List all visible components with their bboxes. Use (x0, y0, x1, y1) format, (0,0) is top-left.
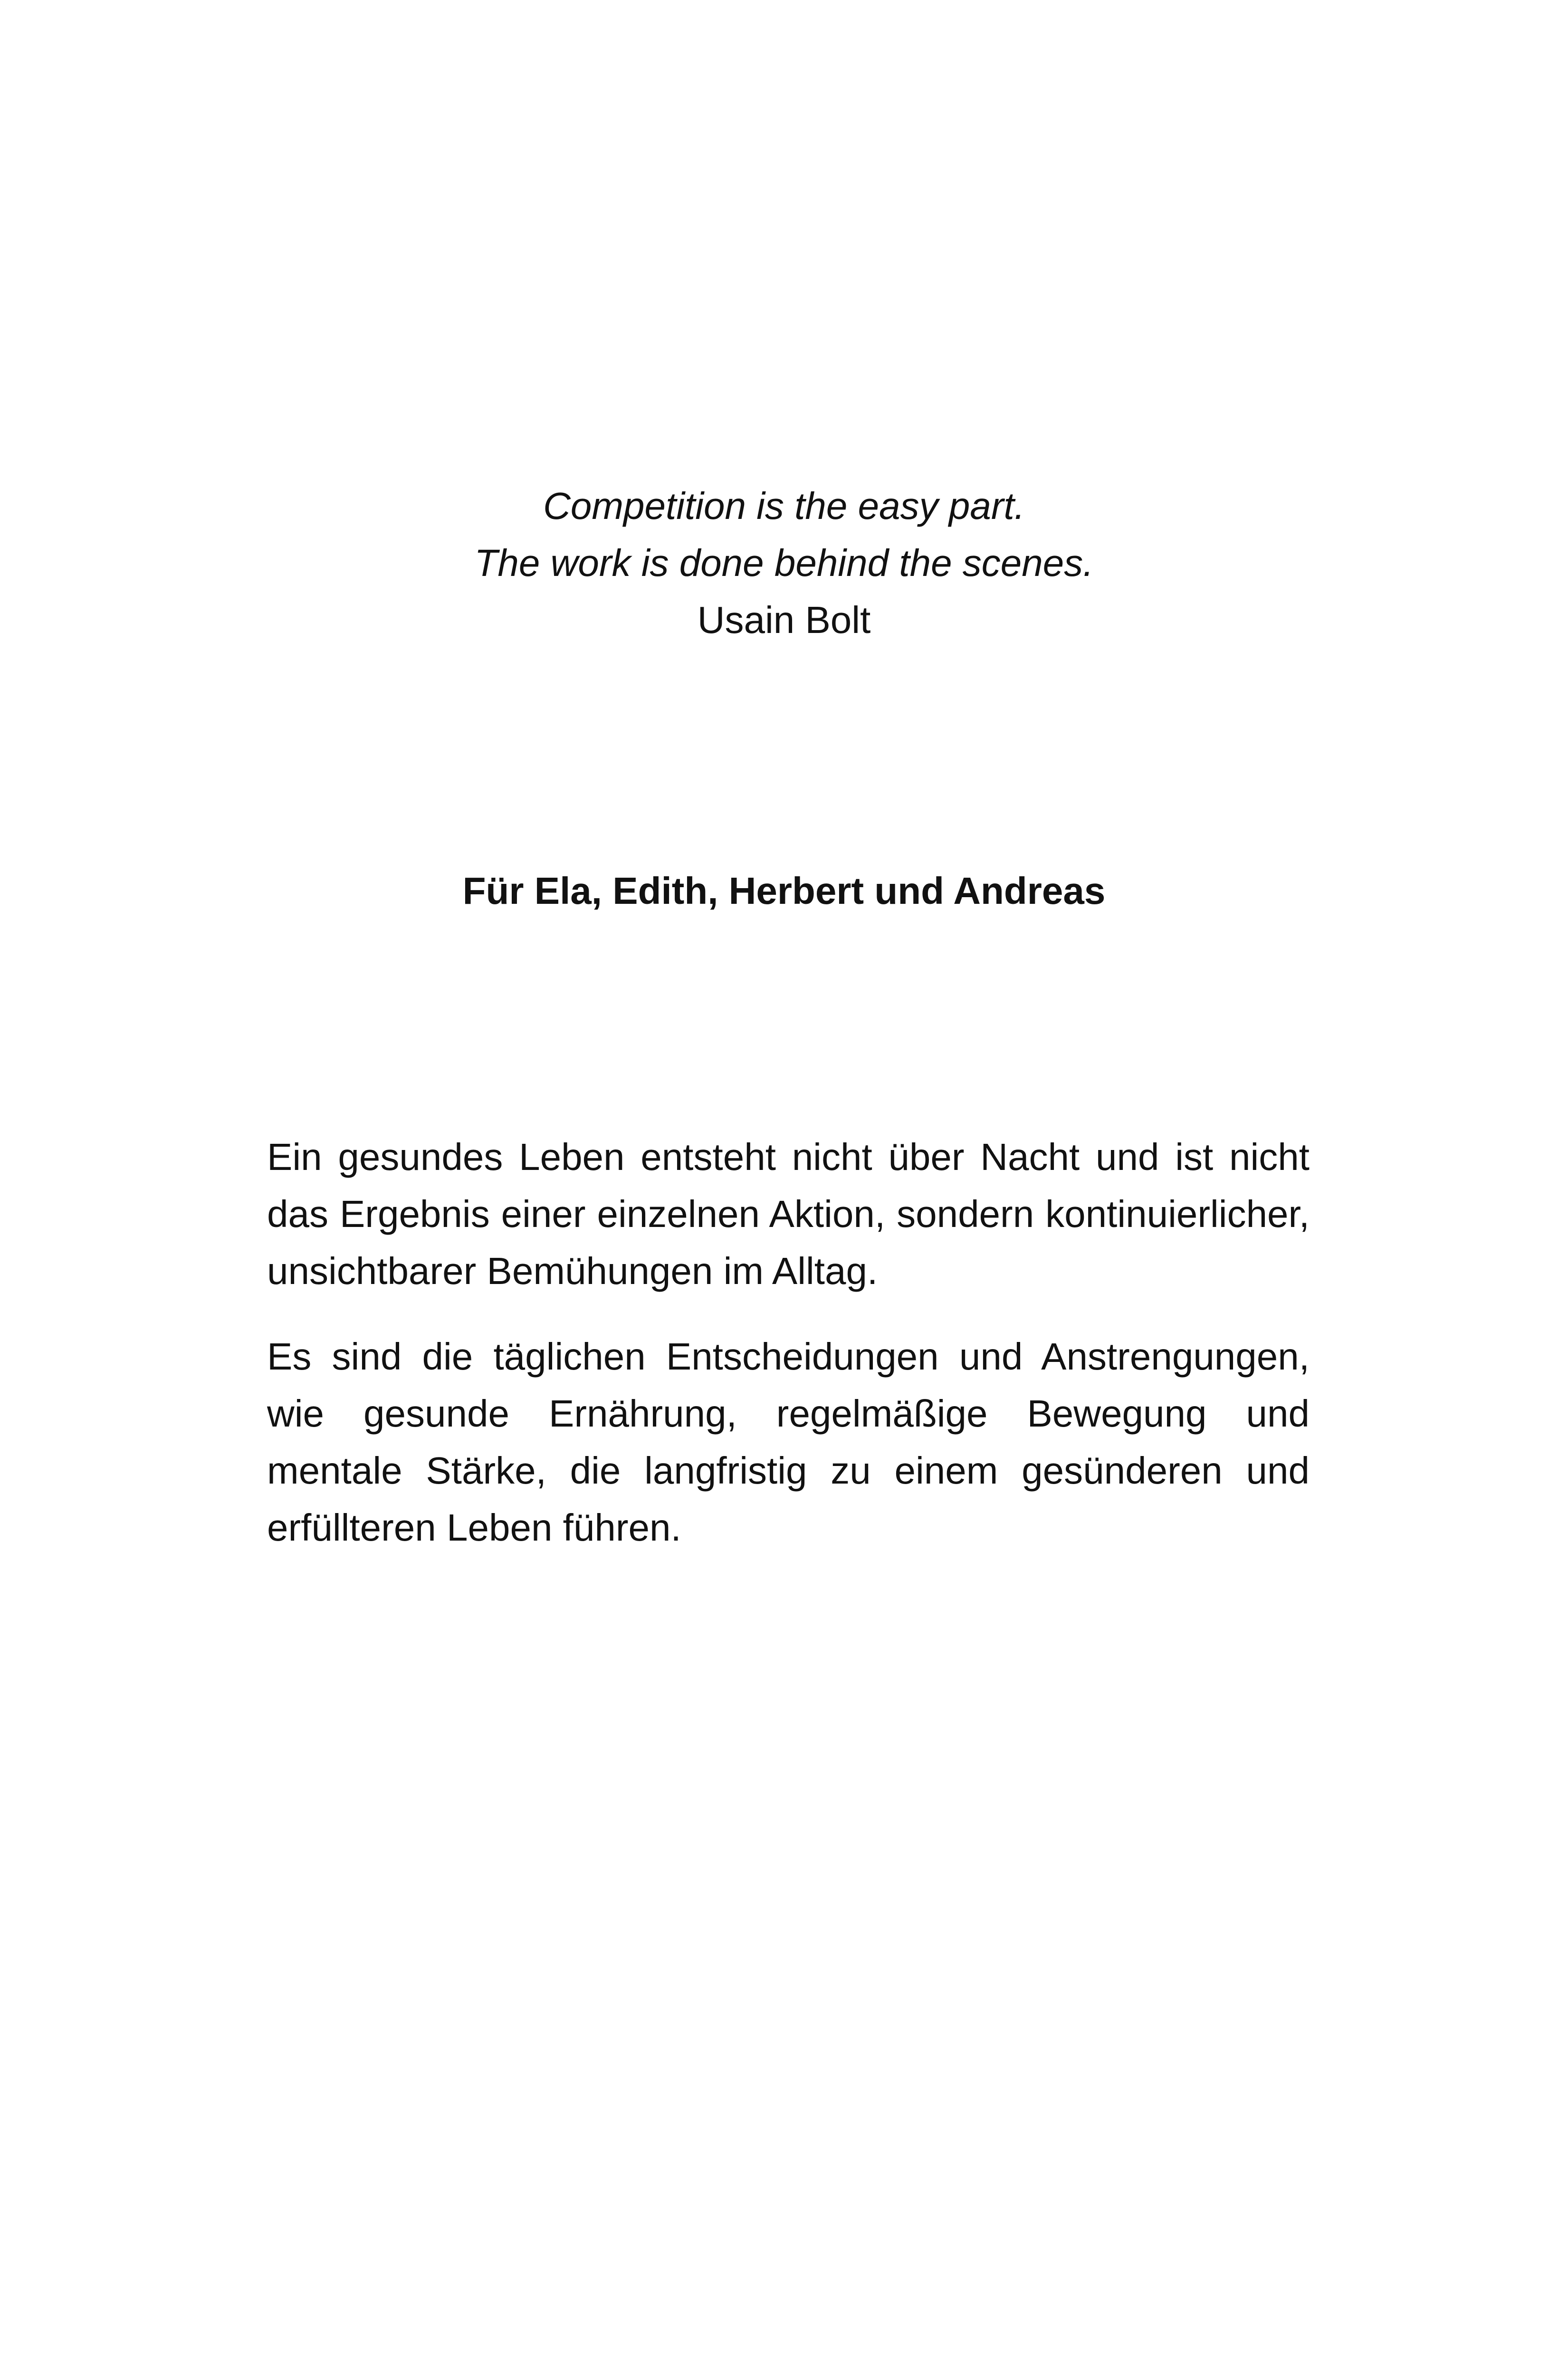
paragraph-2: Es sind die täglichen Entscheidungen und Anstrengungen, wie gesunde Ernährung, regelmäßige Bewegung und mentale Stärke, die langfristig zu einem gesünderen und erfüllteren Leben führen. (267, 1335, 1310, 1549)
epigraph-line-2: The work is done behind the scenes. (474, 542, 1094, 584)
dedication: Für Ela, Edith, Herbert und Andreas (462, 870, 1106, 912)
epigraph (0, 478, 1568, 649)
paragraph-1: Ein gesundes Leben entsteht nicht über Nacht und ist nicht das Ergebnis einer einzelnen Aktion, sondern kontinuierlicher, unsichtbarer Bemühungen im Alltag. (267, 1136, 1310, 1292)
epigraph-line-1: Competition is the easy part. (543, 485, 1025, 527)
body-text (267, 1129, 1310, 1585)
epigraph-author: Usain Bolt (697, 599, 871, 641)
